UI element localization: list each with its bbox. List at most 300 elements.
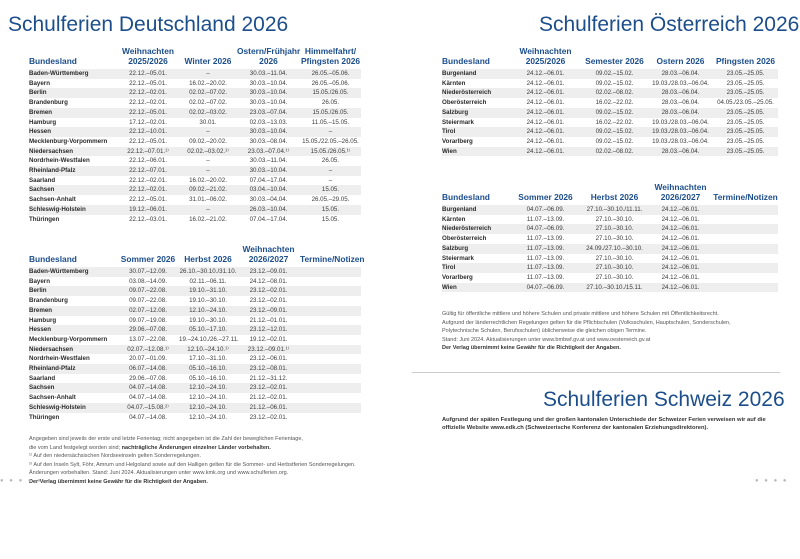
table-row	[29, 176, 361, 186]
decorative-dots-right: ● ● ● ●	[755, 478, 789, 484]
date-cell: 30.03.–10.04.	[237, 127, 300, 137]
date-cell: 27.10.–30.10.	[581, 224, 648, 234]
austria-footnotes	[442, 310, 782, 353]
footnote-emphasis: Der Verlag übernimmt keine Gewähr für die Richtigkeit der Angaben.	[442, 345, 621, 352]
date-cell: 24.12.–06.01.	[661, 273, 700, 281]
date-cell: 13.07.–22.08.	[129, 335, 167, 343]
date-cell: 23.12.–02.01.	[249, 297, 288, 305]
column-header: Sommer 2026	[120, 254, 176, 264]
date-cell: –	[179, 205, 237, 215]
footnote-line	[29, 452, 374, 461]
state-name-cell: Bremen	[29, 306, 117, 316]
date-cell: 19.03./28.03.–06.04.	[652, 79, 709, 87]
date-cell: 05.10.–16.10.	[189, 374, 227, 382]
table-row	[442, 205, 778, 215]
date-cell: 24.12.–06.01.	[661, 235, 700, 243]
date-cell: 21.12.–01.01.	[249, 316, 288, 324]
table-row	[29, 345, 361, 355]
date-cell: 19.03./28.03.–06.04.	[648, 127, 713, 137]
table-row	[29, 306, 361, 316]
state-name-cell: Nordrhein-Westfalen	[29, 157, 90, 165]
column-header: Bundesland	[29, 254, 77, 264]
date-cell: 22.12.–07.01.	[117, 166, 179, 176]
date-cell: 26.03.–10.04.	[237, 205, 300, 215]
date-cell: 19.03./28.03.–06.04.	[652, 118, 709, 126]
table-row	[442, 147, 778, 157]
date-cell: 04.07.–06.09.	[510, 205, 581, 215]
date-cell: 24.12.–06.01.	[526, 118, 565, 126]
title-germany: Schulferien Deutschland 2026	[8, 13, 289, 36]
date-cell: 23.05.–25.05.	[713, 147, 778, 157]
date-cell: 12.10.–24.10.	[179, 383, 237, 393]
footnote-emphasis: Der Verlag übernimmt keine Gewähr für die Richtigkeit der Angaben.	[29, 478, 208, 485]
date-cell: 30.03.–10.04.	[249, 99, 288, 107]
date-cell: 24.12.–06.01.	[526, 137, 565, 145]
state-name-cell: Berlin	[29, 286, 117, 296]
date-cell: 24.12.–06.01.	[526, 79, 565, 87]
date-cell: 27.10.–30.10.	[595, 273, 634, 281]
date-cell: 11.05.–15.05.	[311, 118, 350, 126]
table-row	[442, 127, 778, 137]
date-cell: 16.02.–22.02.	[595, 99, 634, 107]
date-cell: 31.01.–06.02.	[189, 196, 227, 204]
date-cell: 17.12.–02.01.	[129, 118, 167, 126]
date-cell	[300, 393, 361, 403]
date-cell	[300, 345, 361, 355]
footnote-line	[442, 344, 782, 353]
table-row	[442, 118, 778, 128]
table-header-row	[29, 244, 361, 267]
state-name-cell: Vorarlberg	[442, 137, 473, 145]
state-name-cell: Kärnten	[442, 215, 466, 223]
date-cell: 24.12.–06.01.	[510, 147, 581, 157]
state-name-cell: Schleswig-Holstein	[29, 205, 117, 215]
state-name-cell: Rheinland-Pfalz	[29, 364, 117, 374]
date-cell: 28.03.–06.04.	[648, 88, 713, 98]
table-header-row	[442, 182, 778, 205]
state-name-cell: Vorarlberg	[442, 273, 473, 281]
austria-winter-spring-table	[442, 46, 778, 156]
table-row	[442, 283, 778, 293]
state-name-cell: Hamburg	[29, 118, 57, 126]
table-row	[442, 244, 778, 254]
date-cell: 27.10.–30.10./11.11.	[581, 205, 648, 215]
date-cell	[713, 254, 778, 264]
date-cell: 09.02.–15.02.	[595, 137, 634, 145]
date-cell: 28.03.–06.04.	[648, 147, 713, 157]
date-cell: 23.12.–06.01.	[249, 355, 288, 363]
date-cell	[713, 205, 778, 215]
date-cell: 23.03.–07.04.¹⁾	[237, 147, 300, 157]
state-name-cell: Brandenburg	[29, 99, 68, 107]
state-name-cell: Nordrhein-Westfalen	[29, 355, 90, 363]
date-cell: 02.02.–07.02.	[179, 88, 237, 98]
table-row	[29, 335, 361, 345]
column-header: Sommer 2026	[518, 192, 573, 202]
state-name-cell: Niederösterreich	[442, 224, 510, 234]
date-cell: 26.10.–30.10./31.10.	[179, 268, 237, 275]
table-row	[29, 393, 361, 403]
table-row	[442, 215, 778, 225]
state-name-cell: Thüringen	[29, 413, 60, 421]
state-name-cell: Hamburg	[29, 316, 57, 324]
state-name-cell: Baden-Württemberg	[29, 267, 117, 277]
date-cell: 22.12.–05.01.	[129, 79, 167, 87]
date-cell: 07.04.–17.04.	[249, 176, 288, 184]
table-row	[29, 156, 361, 166]
date-cell: 24.12.–06.01.	[661, 215, 700, 223]
footnote-line	[442, 327, 782, 336]
table-header-row	[442, 46, 778, 69]
title-switzerland: Schulferien Schweiz 2026	[543, 388, 785, 411]
date-cell: 05.10.–16.10.	[179, 364, 237, 374]
date-cell: 11.07.–13.09.	[510, 263, 581, 273]
date-cell: 26.05.	[321, 157, 340, 165]
date-cell	[300, 306, 361, 316]
date-cell	[300, 413, 361, 423]
date-cell: 09.07.–22.08.	[117, 286, 179, 296]
state-name-cell: Mecklenburg-Vorpommern	[29, 335, 108, 343]
date-cell: 15.05./26.05.¹⁾	[300, 147, 361, 157]
date-cell: 23.12.–02.01.	[237, 286, 300, 296]
date-cell: 23.05.–25.05.	[713, 88, 778, 98]
state-name-cell: Sachsen	[29, 383, 117, 393]
date-cell	[300, 277, 361, 287]
date-cell: 02.07.–12.08.¹⁾	[117, 345, 179, 355]
state-name-cell: Mecklenburg-Vorpommern	[29, 137, 108, 145]
date-cell: 30.03.–11.04.	[237, 69, 300, 79]
date-cell: 23.05.–25.05.	[713, 127, 778, 137]
table-row	[29, 325, 361, 335]
state-name-cell: Niedersachsen	[29, 147, 117, 157]
footnote-text: Aufgrund der länderrechtlichen Regelungen gelten für die Pflichtschulen (Volksschulen, Hauptschulen, Sonderschulen,	[442, 319, 731, 326]
date-cell	[300, 296, 361, 306]
date-cell: 02.02.–03.02.	[179, 108, 237, 118]
date-cell: 24.12.–06.01.	[510, 88, 581, 98]
date-cell: 03.08.–14.09.	[129, 277, 167, 285]
date-cell: 27.10.–30.10.	[595, 235, 634, 243]
date-cell: 22.12.–06.01.	[129, 157, 167, 165]
date-cell: 09.02.–15.02.	[581, 127, 648, 137]
date-cell: –	[206, 157, 210, 165]
date-cell	[300, 383, 361, 393]
table-row	[29, 147, 361, 157]
table-row	[442, 79, 778, 89]
date-cell: 28.03.–06.04.	[661, 99, 700, 107]
date-cell: 02.03.–13.03.	[249, 118, 288, 126]
table-row	[442, 254, 778, 264]
table-row	[29, 296, 361, 306]
date-cell: 04.07.–14.08.	[129, 413, 167, 421]
state-name-cell: Niedersachsen	[29, 345, 117, 355]
date-cell: 30.03.–08.04.	[249, 137, 288, 145]
date-cell: 15.05./22.05.–26.05.	[302, 137, 359, 145]
table-row	[29, 195, 361, 205]
date-cell: 11.07.–13.09.	[526, 254, 565, 262]
column-header: Ostern 2026	[656, 56, 705, 66]
date-cell	[300, 364, 361, 374]
date-cell: 22.12.–10.01.	[117, 127, 179, 137]
date-cell	[300, 374, 361, 384]
table-header-row	[29, 46, 361, 69]
date-cell	[713, 244, 778, 254]
table-row	[29, 98, 361, 108]
footnote-line	[29, 444, 374, 453]
date-cell: 02.02.–08.02.	[581, 88, 648, 98]
footnote-text: die vom Land festgelegt worden sind;	[29, 444, 122, 451]
date-cell: 11.07.–13.09.	[510, 244, 581, 254]
date-cell: 24.12.–06.01.	[648, 283, 713, 293]
table-row	[29, 88, 361, 98]
date-cell: 23.12.–09.01.	[237, 306, 300, 316]
date-cell	[713, 283, 778, 293]
date-cell: 19.12.–02.01.	[249, 335, 288, 343]
date-cell: 24.12.–06.01.	[510, 108, 581, 118]
table-row	[29, 215, 361, 225]
state-name-cell: Brandenburg	[29, 297, 68, 305]
table-row	[442, 98, 778, 108]
date-cell: 30.03.–10.04.	[249, 79, 288, 87]
date-cell: 16.02.–20.02.	[189, 176, 227, 184]
state-name-cell: Niederösterreich	[442, 88, 510, 98]
state-name-cell: Schleswig-Holstein	[29, 403, 117, 413]
date-cell: 26.05.	[321, 99, 340, 107]
date-cell: 22.12.–02.01.	[129, 176, 167, 184]
footnote-line	[442, 319, 782, 328]
date-cell: 19.12.–06.01.	[117, 205, 179, 215]
date-cell: 24.12.–06.01.	[648, 224, 713, 234]
footnote-line	[442, 336, 782, 345]
date-cell: 29.06.–07.08.	[117, 325, 179, 335]
state-name-cell: Tirol	[442, 127, 510, 137]
date-cell: 27.10.–30.10./15.11.	[581, 283, 648, 293]
table-row	[29, 374, 361, 384]
date-cell: 24.12.–08.01.	[249, 277, 288, 285]
date-cell	[300, 325, 361, 335]
date-cell: 11.07.–13.09.	[526, 235, 565, 243]
date-cell: 09.02.–15.02.	[581, 69, 648, 79]
state-name-cell: Bayern	[29, 79, 50, 87]
date-cell: 17.10.–31.10.	[189, 355, 227, 363]
date-cell: 15.05.	[300, 185, 361, 195]
date-cell: 04.07.–15.08.²⁾	[117, 403, 179, 413]
column-header: Himmelfahrt/ Pfingsten 2026	[300, 46, 361, 66]
date-cell: 30.01.	[199, 118, 217, 126]
state-name-cell: Berlin	[29, 88, 117, 98]
table-row	[29, 316, 361, 326]
date-cell: 05.10.–17.10.	[179, 325, 237, 335]
table-row	[442, 69, 778, 79]
date-cell: 04.07.–06.09.	[510, 283, 581, 293]
date-cell: 12.10.–24.10.	[189, 394, 227, 402]
austria-summer-autumn-table	[442, 182, 778, 292]
date-cell	[300, 403, 361, 413]
date-cell: 09.02.–21.02.	[179, 185, 237, 195]
state-name-cell: Tirol	[442, 263, 510, 273]
date-cell: 02.07.–12.08.	[117, 306, 179, 316]
date-cell: 30.03.–04.04.	[249, 196, 288, 204]
state-name-cell: Salzburg	[442, 108, 510, 118]
date-cell: –	[300, 166, 361, 176]
date-cell: 24.09./27.10.–30.10.	[581, 244, 648, 254]
date-cell: –	[328, 176, 333, 184]
germany-winter-spring-table	[29, 46, 361, 224]
state-name-cell: Hessen	[29, 127, 117, 137]
date-cell: 23.05.–25.05.	[726, 79, 765, 87]
date-cell	[300, 316, 361, 326]
date-cell: 02.02.–03.02.¹⁾	[179, 147, 237, 157]
footnote-line	[29, 435, 374, 444]
table-row	[29, 354, 361, 364]
date-cell: 19.10.–30.10.	[189, 316, 227, 324]
date-cell: 16.02.–21.02.	[189, 215, 227, 223]
date-cell: 24.12.–06.01.	[510, 127, 581, 137]
date-cell	[713, 234, 778, 244]
date-cell: 28.03.–06.04.	[648, 108, 713, 118]
date-cell: 06.07.–14.08.	[117, 364, 179, 374]
date-cell	[300, 335, 361, 345]
date-cell: 24.12.–06.01.	[510, 69, 581, 79]
state-name-cell: Sachsen	[29, 185, 117, 195]
table-row	[442, 137, 778, 147]
state-name-cell: Burgenland	[442, 205, 510, 215]
table-row	[442, 224, 778, 234]
date-cell: 28.03.–06.04.	[648, 69, 713, 79]
date-cell: 19.03./28.03.–06.04.	[652, 137, 709, 145]
date-cell: –	[179, 127, 237, 137]
date-cell: 09.02.–20.02.	[189, 137, 227, 145]
table-row	[29, 79, 361, 89]
column-header: Bundesland	[29, 56, 77, 66]
date-cell: 04.07.–14.08.	[129, 394, 167, 402]
table-row	[29, 364, 361, 374]
date-cell: 19.10.–30.10.	[189, 297, 227, 305]
date-cell: 15.05.	[321, 215, 340, 223]
table-row	[442, 108, 778, 118]
column-header: Weihnachten 2026/2027	[654, 182, 707, 202]
state-name-cell: Sachsen-Anhalt	[29, 394, 76, 402]
decorative-dots-left: ● ● ● ● ●	[0, 478, 43, 484]
date-cell: 23.03.–07.04.	[237, 108, 300, 118]
date-cell: 23.12.–09.01.¹⁾	[237, 345, 300, 355]
footnote-line	[29, 478, 374, 487]
table-row	[442, 263, 778, 273]
date-cell: 04.07.–14.08.	[117, 383, 179, 393]
date-cell: 23.12.–02.01.	[249, 413, 288, 421]
state-name-cell: Bayern	[29, 277, 50, 285]
date-cell: 23.05.–25.05.	[726, 118, 765, 126]
date-cell: 29.06.–07.08.	[129, 374, 167, 382]
column-header: Winter 2026	[184, 56, 232, 66]
state-name-cell: Sachsen-Anhalt	[29, 196, 76, 204]
footnote-text: Angegeben sind jeweils der erste und letzte Ferientag; nicht angegeben ist die Zahl der beweglichen Ferientage,	[29, 436, 303, 442]
date-cell: 21.12.–31.12.	[249, 374, 288, 382]
date-cell: 21.12.–06.01.	[237, 403, 300, 413]
date-cell: 04.05./23.05.–25.05.	[717, 99, 774, 107]
date-cell: 26.05.–29.05.	[311, 196, 350, 204]
date-cell: 09.07.–19.08.	[129, 316, 167, 324]
date-cell: 04.07.–06.09.	[510, 224, 581, 234]
date-cell: –	[300, 127, 361, 137]
footnote-text: Gültig für öffentliche mittlere und höhere Schulen und private mittlere und höhere Schulen mit Öffentlichkeitsrecht.	[442, 311, 719, 317]
state-name-cell: Wien	[442, 283, 510, 293]
date-cell: 24.12.–06.01.	[526, 99, 565, 107]
date-cell: –	[179, 166, 237, 176]
state-name-cell: Salzburg	[442, 244, 510, 254]
date-cell: 20.07.–01.09.	[129, 355, 167, 363]
section-divider	[412, 372, 780, 373]
date-cell: 30.03.–10.04.	[237, 88, 300, 98]
date-cell: 22.12.–05.01.	[117, 69, 179, 79]
date-cell: 16.02.–20.02.	[189, 79, 227, 87]
table-row	[29, 166, 361, 176]
date-cell	[713, 263, 778, 273]
column-header: Weihnachten 2025/2026	[519, 46, 572, 66]
state-name-cell: Steiermark	[442, 254, 474, 262]
column-header: Bundesland	[442, 192, 490, 202]
footnote-emphasis: nachträgliche Änderungen einzelner Länder vorbehalten.	[121, 444, 271, 451]
table-row	[442, 273, 778, 283]
column-header: Pfingsten 2026	[715, 56, 776, 66]
date-cell: 16.02.–22.02.	[595, 118, 634, 126]
date-cell: 23.05.–25.05.	[713, 69, 778, 79]
footnote-line	[29, 461, 374, 470]
date-cell: 19.–24.10./26.–27.11.	[179, 335, 239, 343]
date-cell: 27.10.–30.10.	[581, 263, 648, 273]
state-name-cell: Oberösterreich	[442, 235, 487, 243]
date-cell: 23.12.–02.01.	[237, 383, 300, 393]
table-row	[442, 234, 778, 244]
date-cell: 12.10.–24.10.	[179, 306, 237, 316]
column-header: Semester 2026	[585, 56, 644, 66]
table-row	[29, 127, 361, 137]
table-row	[29, 286, 361, 296]
date-cell: 02.02.–07.02.	[189, 99, 227, 107]
date-cell: 24.12.–06.01.	[661, 254, 700, 262]
date-cell: 07.04.–17.04.	[249, 215, 288, 223]
date-cell: 23.05.–25.05.	[713, 108, 778, 118]
state-name-cell: Bremen	[29, 108, 117, 118]
date-cell: 15.05.	[300, 205, 361, 215]
date-cell: 02.11.–06.11.	[189, 277, 227, 285]
date-cell: 03.04.–10.04.	[237, 185, 300, 195]
column-header: Termine/Notizen	[300, 254, 365, 264]
date-cell: 30.03.–10.04.	[237, 166, 300, 176]
date-cell: 26.05.–05.06.	[300, 69, 361, 79]
date-cell: –	[179, 69, 237, 79]
date-cell	[300, 286, 361, 296]
date-cell: 24.12.–06.01.	[648, 244, 713, 254]
state-name-cell: Baden-Württemberg	[29, 69, 117, 79]
date-cell: 26.05.–05.06.	[311, 79, 350, 87]
table-row	[29, 108, 361, 118]
date-cell: 19.10.–31.10.	[179, 286, 237, 296]
state-name-cell: Hessen	[29, 325, 117, 335]
date-cell	[300, 354, 361, 364]
date-cell: 22.12.–05.01.	[117, 108, 179, 118]
table-row	[29, 403, 361, 413]
date-cell: 15.05./26.05.	[300, 108, 361, 118]
table-row	[29, 267, 361, 277]
footnote-text: ¹⁾ Auf den niedersächsischen Nordseeinseln gelten Sonderregelungen.	[29, 453, 201, 460]
date-cell	[713, 224, 778, 234]
date-cell: 02.02.–08.02.	[581, 147, 648, 157]
column-header: Ostern/Frühjahr 2026	[237, 46, 301, 66]
table-row	[29, 205, 361, 215]
date-cell: 23.12.–09.01.	[237, 267, 300, 277]
state-name-cell: Burgenland	[442, 69, 510, 79]
column-header: Termine/Notizen	[713, 192, 778, 202]
